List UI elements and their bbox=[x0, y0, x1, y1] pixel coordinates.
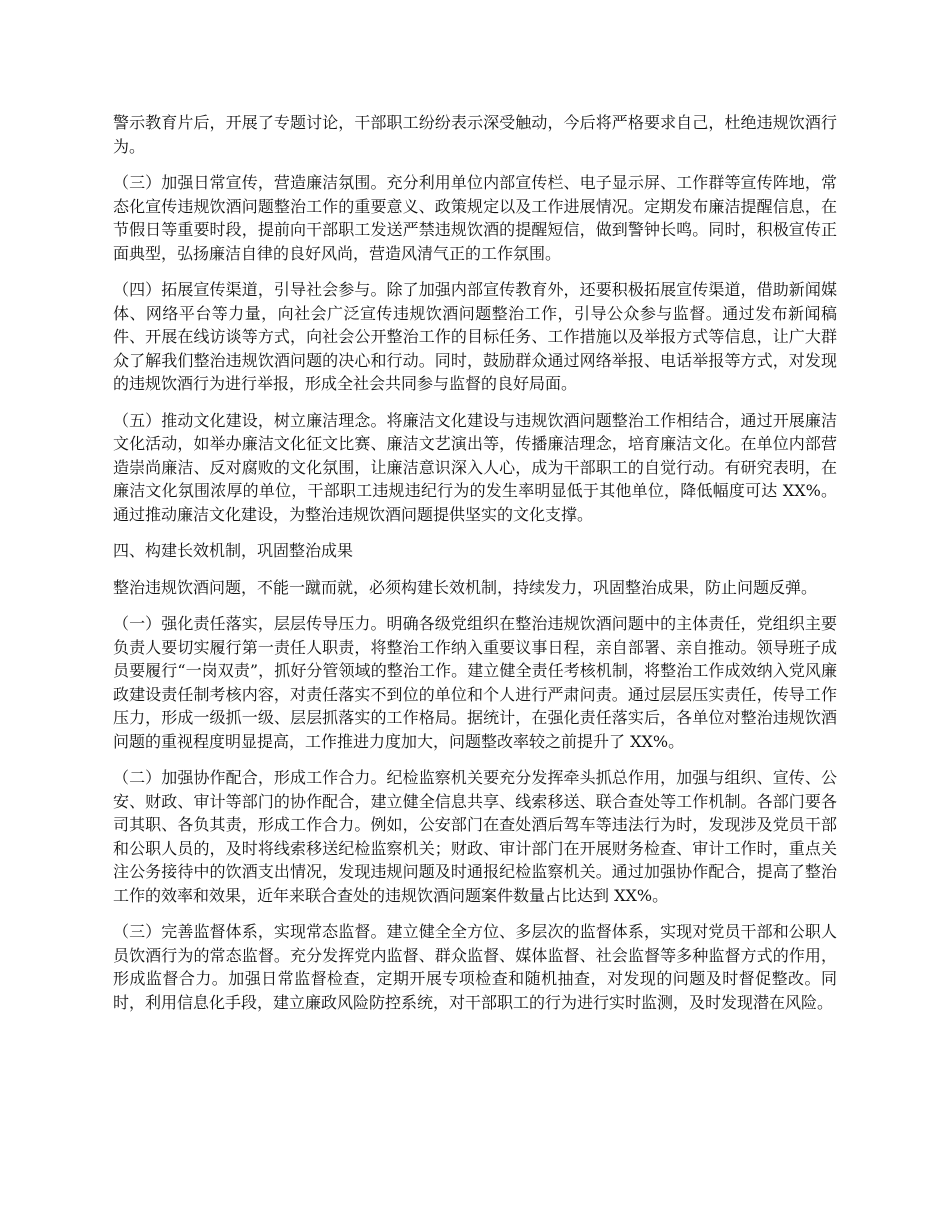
paragraph-supervision: （三）完善监督体系，实现常态监督。建立健全全方位、多层次的监督体系，实现对党员干部和公职人员饮酒行为的常态监督。充分发挥党内监督、群众监督、媒体监督、社会监督等多种监督方式的作用，形成监督合力。加强日常监督检查，定期开展专项检查和随机抽查，对发现的问题及时督促整改。同时，利用信息化手段，建立廉政风险防控系统，对干部职工的行为进行实时监测，及时发现潜在风险。 bbox=[113, 922, 837, 1012]
paragraph-culture-building: （五）推动文化建设，树立廉洁理念。将廉洁文化建设与违规饮酒问题整治工作相结合，通过开展廉洁文化活动，如举办廉洁文化征文比赛、廉洁文艺演出等，传播廉洁理念，培育廉洁文化。在单位内部营造崇尚廉洁、反对腐败的文化氛围，让廉洁意识深入人心，成为干部职工的自觉行动。有研究表明，在廉洁文化氛围浓厚的单位，干部职工违规违纪行为的发生率明显低于其他单位，降低幅度可达 XX%。通过推动廉洁文化建设，为整治违规饮酒问题提供坚实的文化支撑。 bbox=[113, 410, 837, 524]
paragraph-continuation: 警示教育片后，开展了专题讨论，干部职工纷纷表示深受触动，今后将严格要求自己，杜绝违规饮酒行为。 bbox=[113, 113, 837, 156]
paragraph-daily-publicity: （三）加强日常宣传，营造廉洁氛围。充分利用单位内部宣传栏、电子显示屏、工作群等宣传阵地，常态化宣传违规饮酒问题整治工作的重要意义、政策规定以及工作进展情况。定期发布廉洁提醒信息，在节假日等重要时段，提前向干部职工发送严禁违规饮酒的提醒短信，做到警钟长鸣。同时，积极宣传正面典型，弘扬廉洁自律的良好风尚，营造风清气正的工作氛围。 bbox=[113, 173, 837, 263]
paragraph-section-intro: 整治违规饮酒问题，不能一蹴而就，必须构建长效机制，持续发力，巩固整治成果，防止问题反弹。 bbox=[113, 577, 818, 597]
paragraph-cooperation: （二）加强协作配合，形成工作合力。纪检监察机关要充分发挥牵头抓总作用，加强与组织、宣传、公安、财政、审计等部门的协作配合，建立健全信息共享、线索移送、联合查处等工作机制。各部门要各司其职、各负其责，形成工作合力。例如，公安部门在查处酒后驾车等违法行为时，发现涉及党员干部和公职人员的，及时将线索移送纪检监察机关；财政、审计部门在开展财务检查、审计工作时，重点关注公务接待中的饮酒支出情况，发现违规问题及时通报纪检监察机关。通过加强协作配合，提高了整治工作的效率和效果，近年来联合查处的违规饮酒问题案件数量占比达到 XX%。 bbox=[113, 768, 837, 905]
paragraph-responsibility: （一）强化责任落实，层层传导压力。明确各级党组织在整治违规饮酒问题中的主体责任，党组织主要负责人要切实履行第一责任人职责，将整治工作纳入重要议事日程，亲自部署、亲自推动。领导班子成员要履行“一岗双责”，抓好分管领域的整治工作。建立健全责任考核机制，将整治工作成效纳入党风廉政建设责任制考核内容，对责任落实不到位的单位和个人进行严肃问责。通过层层压实责任，传导工作压力，形成一级抓一级、层层抓落实的工作格局。据统计，在强化责任落实后，各单位对整治违规饮酒问题的重视程度明显提高，工作推进力度加大，问题整改率较之前提升了 XX%。 bbox=[113, 614, 837, 751]
section-heading: 四、构建长效机制，巩固整治成果 bbox=[113, 541, 354, 560]
paragraph-publicity-channels: （四）拓展宣传渠道，引导社会参与。除了加强内部宣传教育外，还要积极拓展宣传渠道，借助新闻媒体、网络平台等力量，向社会广泛宣传违规饮酒问题整治工作，引导公众参与监督。通过发布新闻稿件、开展在线访谈等方式，向社会公开整治工作的目标任务、工作措施以及举报方式等信息，让广大群众了解我们整治违规饮酒问题的决心和行动。同时，鼓励群众通过网络举报、电话举报等方式，对发现的违规饮酒行为进行举报，形成全社会共同参与监督的良好局面。 bbox=[113, 280, 837, 393]
